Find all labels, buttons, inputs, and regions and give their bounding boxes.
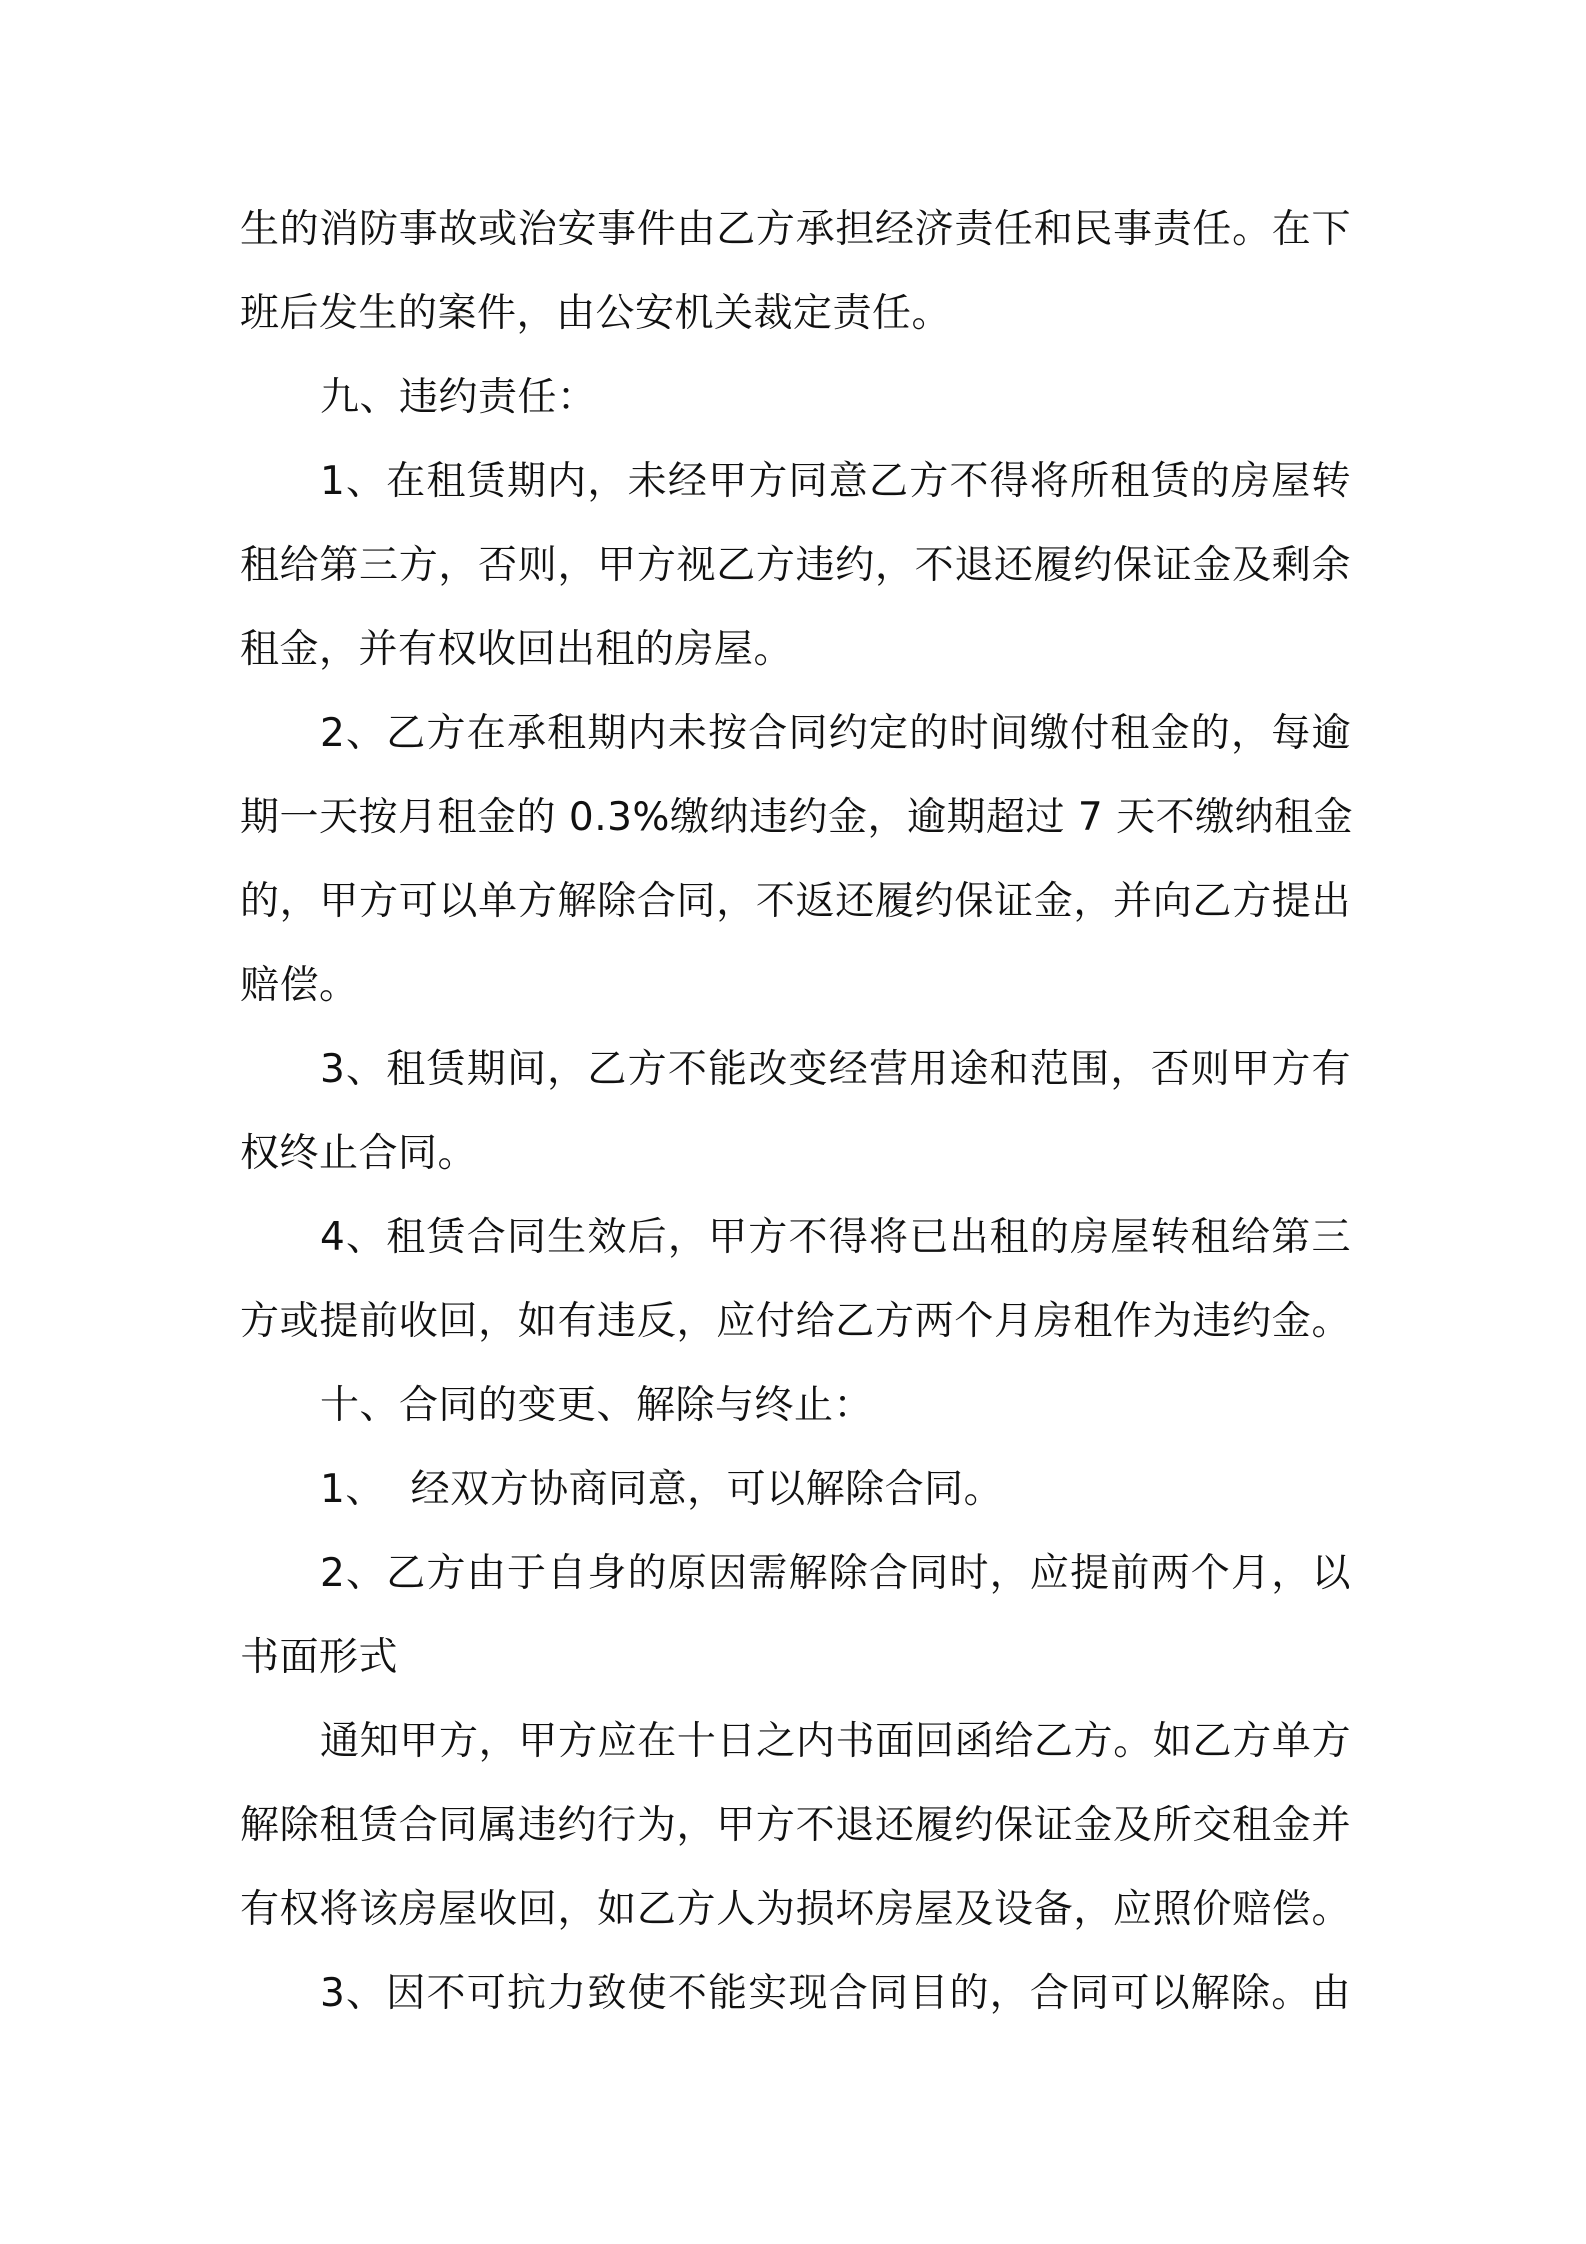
text-line: 4、租赁合同生效后，甲方不得将已出租的房屋转租给第三 <box>320 1215 1351 1260</box>
text-line: 的，甲方可以单方解除合同，不返还履约保证金，并向乙方提出 <box>240 879 1351 924</box>
text-line: 方或提前收回，如有违反，应付给乙方两个月房租作为违约金。 <box>240 1299 1351 1344</box>
text-line: 2、乙方在承租期内未按合同约定的时间缴付租金的，每逾 <box>320 711 1351 756</box>
text-line: 3、因不可抗力致使不能实现合同目的，合同可以解除。由 <box>320 1971 1351 2016</box>
text-line: 生的消防事故或治安事件由乙方承担经济责任和民事责任。在下 <box>240 207 1351 252</box>
text-line: 通知甲方，甲方应在十日之内书面回函给乙方。如乙方单方 <box>320 1719 1351 1764</box>
section-heading: 十、合同的变更、解除与终止： <box>320 1383 874 1428</box>
text-line: 租给第三方，否则，甲方视乙方违约，不退还履约保证金及剩余 <box>240 543 1351 588</box>
section-heading: 九、违约责任： <box>320 375 597 420</box>
text-line: 租金，并有权收回出租的房屋。 <box>240 627 794 672</box>
text-line: 期一天按月租金的 0.3%缴纳违约金，逾期超过 7 天不缴纳租金 <box>240 795 1354 840</box>
text-line: 书面形式 <box>240 1635 399 1680</box>
text-line: 有权将该房屋收回，如乙方人为损坏房屋及设备，应照价赔偿。 <box>240 1887 1351 1932</box>
text-line: 1、 经双方协商同意，可以解除合同。 <box>320 1467 1004 1512</box>
text-line: 解除租赁合同属违约行为，甲方不退还履约保证金及所交租金并 <box>240 1803 1351 1848</box>
text-line: 3、租赁期间，乙方不能改变经营用途和范围，否则甲方有 <box>320 1047 1351 1092</box>
text-line: 1、在租赁期内，未经甲方同意乙方不得将所租赁的房屋转 <box>320 459 1351 504</box>
text-line: 2、乙方由于自身的原因需解除合同时，应提前两个月，以 <box>320 1551 1351 1596</box>
text-line: 班后发生的案件，由公安机关裁定责任。 <box>240 291 952 336</box>
text-line: 赔偿。 <box>240 963 359 1008</box>
text-line: 权终止合同。 <box>240 1131 478 1176</box>
